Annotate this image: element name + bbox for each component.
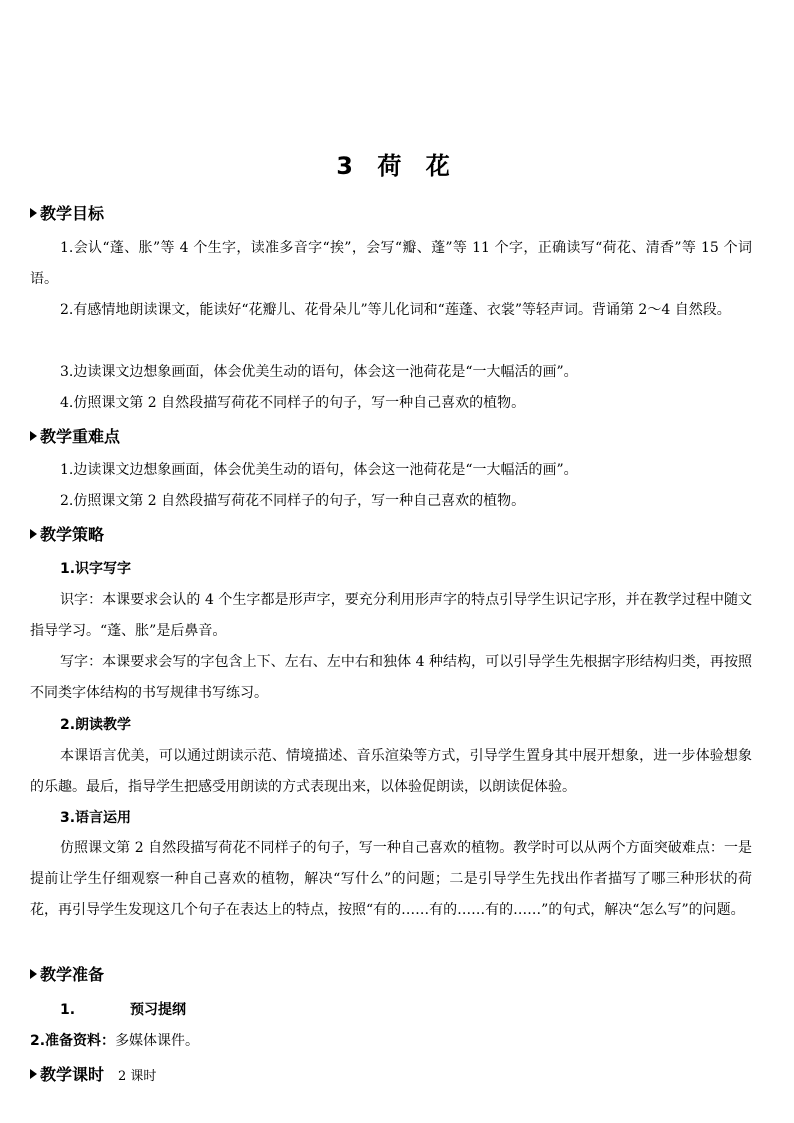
triangle-bullet-icon xyxy=(30,208,37,218)
teaching-hours-value: 2 课时 xyxy=(118,1069,157,1084)
triangle-bullet-icon xyxy=(30,529,37,539)
strategy-literacy-paragraph: 识字：本课要求会认的 4 个生字都是形声字，要充分利用形声字的特点引导学生识记字形，并在教学过程中随文指导学习。“蓬、胀”是后鼻音。 xyxy=(30,592,752,639)
section-heading-hours: 教学课时 2 课时 xyxy=(30,1063,156,1089)
strategy-sub-heading-literacy: 1.识字写字 xyxy=(60,561,132,577)
strategy-language-paragraph: 仿照课文第 2 自然段描写荷花不同样子的句子，写一种自己喜欢的植物。教学时可以从两个方面突破难点：一是提前让学生仔细观察一种自己喜欢的植物，解决“写什么”的问题；二是引导学生先找出作者描写了哪三种形状的荷花，再引导学生发现这几个句子在表达上的特点，按照“有的……有的……有的……”的句式，解决“怎么写”的问题。 xyxy=(30,840,752,918)
section-heading-key-points: 教学重难点 xyxy=(30,425,120,449)
page-title: 3 荷 花 xyxy=(336,152,458,180)
section-heading-strategy: 教学策略 xyxy=(30,523,104,547)
strategy-reading-paragraph: 本课语言优美，可以通过朗读示范、情境描述、音乐渲染等方式，引导学生置身其中展开想象，进一步体验想象的乐趣。最后，指导学生把感受用朗读的方式表现出来，以体验促朗读，以朗读促体验。 xyxy=(30,748,752,795)
strategy-sub-heading-reading: 2.朗读教学 xyxy=(60,717,132,733)
strategy-writing-paragraph: 写字：本课要求会写的字包含上下、左右、左中右和独体 4 种结构，可以引导学生先根据字形结构归类，再按照不同类字体结构的书写规律书写练习。 xyxy=(30,654,752,701)
goal-item-3: 3.边读课文边想象画面，体会优美生动的语句，体会这一池荷花是“一大幅活的画”。 xyxy=(60,364,578,380)
goal-item-2: 2.有感情地朗读课文，能读好“花瓣儿、花骨朵儿”等儿化词和“莲蓬、衣裳”等轻声词。背诵第 2～4 自然段。 xyxy=(60,302,731,318)
section-heading-preparation: 教学准备 xyxy=(30,963,104,987)
key-point-1: 1.边读课文边想象画面，体会优美生动的语句，体会这一池荷花是“一大幅活的画”。 xyxy=(60,462,578,478)
triangle-bullet-icon xyxy=(30,1069,37,1079)
section-heading-goals: 教学目标 xyxy=(30,202,104,226)
key-point-2: 2.仿照课文第 2 自然段描写荷花不同样子的句子，写一种自己喜欢的植物。 xyxy=(60,493,526,509)
preparation-item-1: 1. 预习提纲 xyxy=(60,1002,186,1018)
goal-item-4: 4.仿照课文第 2 自然段描写荷花不同样子的句子，写一种自己喜欢的植物。 xyxy=(60,395,526,411)
preparation-item-2: 2.准备资料：多媒体课件。 xyxy=(30,1033,200,1049)
triangle-bullet-icon xyxy=(30,969,37,979)
triangle-bullet-icon xyxy=(30,431,37,441)
strategy-sub-heading-language: 3.语言运用 xyxy=(60,810,132,826)
goal-item-1: 1.会认“蓬、胀”等 4 个生字，读准多音字“挨”，会写“瓣、蓬”等 11 个字，正确读写“荷花、清香”等 15 个词语。 xyxy=(30,240,752,287)
